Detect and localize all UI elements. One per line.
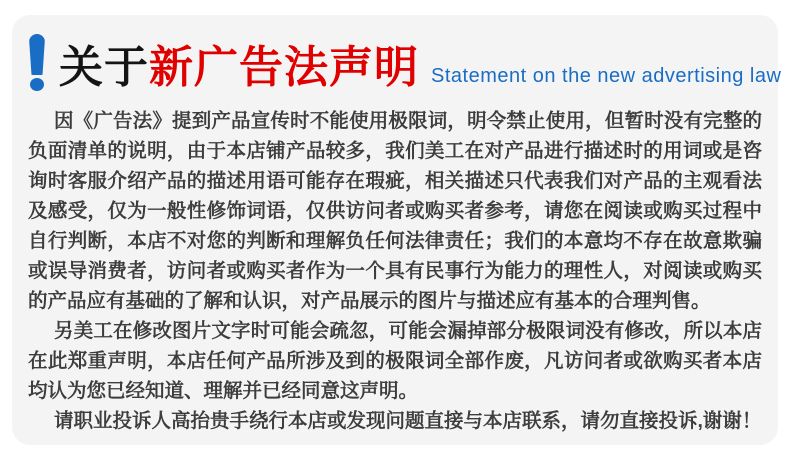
exclamation-icon-bar xyxy=(29,34,45,75)
statement-header xyxy=(28,33,782,92)
statement-paragraph-1: 因《广告法》提到产品宣传时不能使用极限词，明令禁止使用，但暂时没有完整的负面清单的说明，由于本店铺产品较多，我们美工在对产品进行描述时的用词或是咨询时客服介绍产品的描述用语可能存在瑕疵，相关描述只代表我们对产品的主观看法及感受，仅为一般性修饰词语，仅供访问者或购买者参考，请您在阅读或购买过程中自行判断，本店不对您的判断和理解负任何法律责任；我们的本意均不存在故意欺骗或误导消费者，访问者或购买者作为一个具有民事行为能力的理性人，对阅读或购买的产品应有基础的了解和认识，对产品展示的图片与描述应有基本的合理判售。 xyxy=(28,110,762,312)
exclamation-icon-dot xyxy=(30,78,44,91)
statement-paragraph-3: 请职业投诉人高抬贵手绕行本店或发现问题直接与本店联系，请勿直接投诉,谢谢！ xyxy=(54,410,762,432)
page-title-prefix: 关于 xyxy=(59,42,149,92)
page-subtitle-en: Statement on the new advertising law xyxy=(431,65,782,87)
statement-body xyxy=(28,106,762,436)
statement-paragraph-2: 另美工在修改图片文字时可能会疏忽，可能会漏掉部分极限词没有修改，所以本店在此郑重声明，本店任何产品所涉及到的极限词全部作废，凡访问者或欲购买者本店均认为您已经知道、理解并已经同意这声明。 xyxy=(28,320,762,402)
page-title xyxy=(59,42,419,92)
statement-panel xyxy=(12,15,782,445)
exclamation-icon xyxy=(28,34,46,91)
page-title-highlight: 新广告法声明 xyxy=(149,42,419,92)
